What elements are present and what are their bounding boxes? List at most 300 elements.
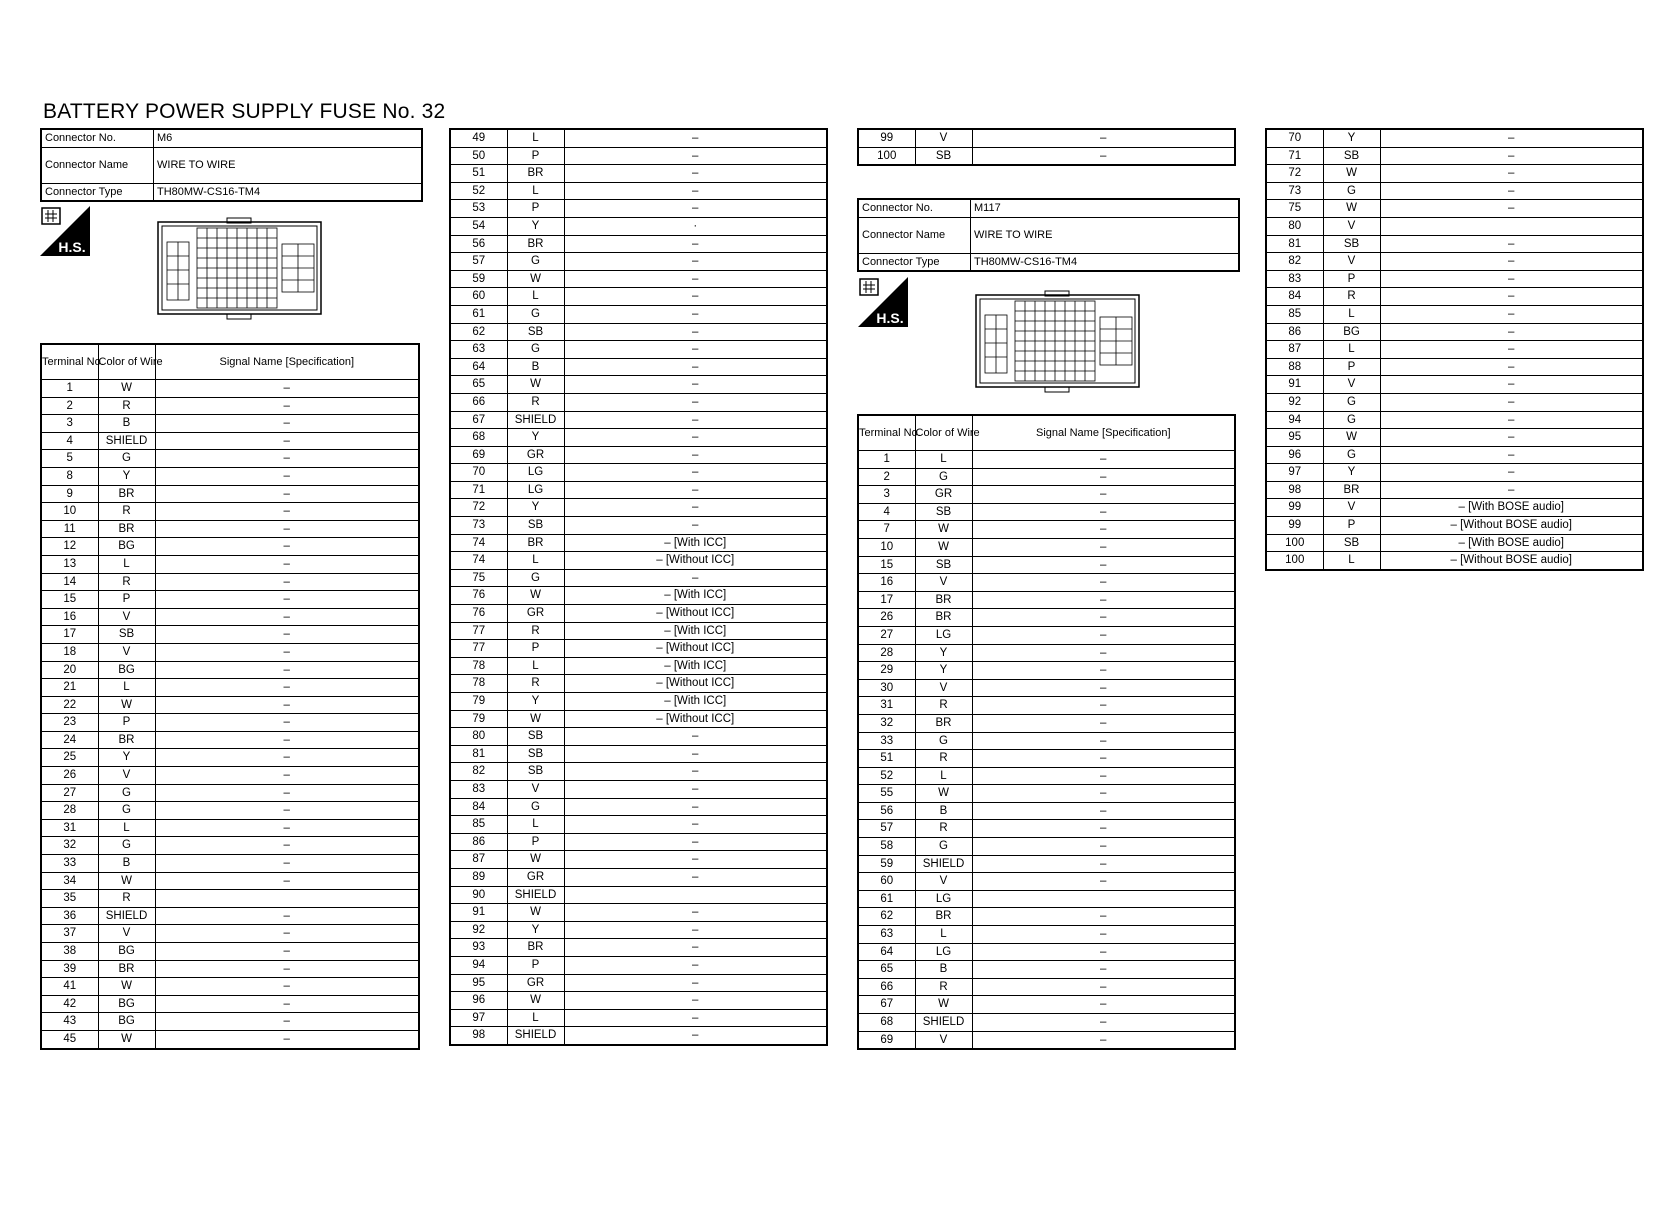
connector-type-value: TH80MW-CS16-TM4	[154, 183, 423, 201]
signal-name-cell: –	[155, 943, 419, 961]
signal-name-cell: –	[972, 961, 1235, 979]
terminal-no-cell: 77	[450, 622, 507, 640]
wire-color-cell: Y	[507, 921, 564, 939]
signal-name-cell: –	[972, 644, 1235, 662]
wire-color-cell: R	[507, 393, 564, 411]
signal-name-cell: –	[155, 714, 419, 732]
wire-color-cell: Y	[98, 749, 155, 767]
wire-color-cell: G	[98, 837, 155, 855]
terminal-no-cell: 2	[41, 397, 98, 415]
wire-color-cell: L	[507, 816, 564, 834]
wire-color-cell: G	[98, 784, 155, 802]
wire-color-cell: P	[507, 147, 564, 165]
wire-color-cell: V	[915, 129, 972, 147]
connector-name-value: WIRE TO WIRE	[971, 217, 1240, 253]
table-row	[450, 798, 827, 816]
signal-name-cell: –	[155, 731, 419, 749]
table-row	[41, 784, 419, 802]
terminal-no-cell: 67	[858, 996, 915, 1014]
signal-name-cell: –	[972, 697, 1235, 715]
signal-name-cell: –	[155, 819, 419, 837]
terminal-no-cell: 72	[450, 499, 507, 517]
terminal-table-m117-part2	[1265, 128, 1644, 571]
signal-name-cell: –	[1380, 481, 1643, 499]
terminal-no-cell: 31	[858, 697, 915, 715]
terminal-no-cell: 27	[858, 626, 915, 644]
terminal-no-cell: 97	[1266, 464, 1323, 482]
signal-name-cell: –	[564, 129, 827, 147]
terminal-no-cell: 92	[1266, 393, 1323, 411]
signal-name-cell: –	[564, 165, 827, 183]
table-row	[41, 591, 419, 609]
signal-name-cell: –	[972, 147, 1235, 165]
signal-name-cell: –	[564, 182, 827, 200]
table-row	[41, 555, 419, 573]
wire-color-cell: L	[915, 767, 972, 785]
wire-color-cell: P	[98, 714, 155, 732]
signal-name-cell: –	[972, 820, 1235, 838]
table-row	[450, 710, 827, 728]
wire-color-cell: BG	[98, 943, 155, 961]
wire-color-cell: R	[507, 622, 564, 640]
signal-name-cell: –	[972, 574, 1235, 592]
wire-color-cell: SB	[915, 147, 972, 165]
signal-name-cell: –	[972, 486, 1235, 504]
signal-name-cell: – [With ICC]	[564, 534, 827, 552]
signal-name-cell: –	[564, 253, 827, 271]
table-row	[1266, 393, 1643, 411]
wire-color-cell: BR	[98, 960, 155, 978]
table-row	[858, 591, 1235, 609]
table-row	[450, 640, 827, 658]
table-row	[41, 626, 419, 644]
wire-color-cell: BG	[1323, 323, 1380, 341]
table-row	[450, 763, 827, 781]
table-row	[41, 749, 419, 767]
terminal-no-cell: 24	[41, 731, 98, 749]
table-row	[858, 943, 1235, 961]
page-title: BATTERY POWER SUPPLY FUSE No. 32	[43, 100, 446, 123]
terminal-no-cell: 58	[858, 838, 915, 856]
wire-color-cell: W	[1323, 165, 1380, 183]
terminal-no-cell: 100	[858, 147, 915, 165]
terminal-no-cell: 82	[1266, 253, 1323, 271]
table-row	[450, 816, 827, 834]
signal-name-cell: –	[155, 767, 419, 785]
signal-name-cell: –	[155, 503, 419, 521]
table-row	[450, 657, 827, 675]
table-row	[1266, 235, 1643, 253]
terminal-no-cell: 51	[858, 750, 915, 768]
terminal-no-cell: 3	[858, 486, 915, 504]
table-row	[1266, 182, 1643, 200]
table-row	[450, 886, 827, 904]
wire-color-cell: G	[1323, 411, 1380, 429]
signal-name-cell: –	[972, 802, 1235, 820]
wire-color-cell: L	[98, 819, 155, 837]
signal-name-cell: –	[972, 873, 1235, 891]
table-row	[1266, 217, 1643, 235]
wire-color-cell: BR	[915, 591, 972, 609]
table-row	[450, 517, 827, 535]
table-row	[450, 464, 827, 482]
table-row	[450, 693, 827, 711]
terminal-no-cell: 68	[450, 429, 507, 447]
terminal-no-cell: 74	[450, 534, 507, 552]
signal-name-cell: –	[564, 904, 827, 922]
terminal-no-cell: 55	[858, 785, 915, 803]
terminal-no-cell: 71	[450, 481, 507, 499]
wire-color-cell: V	[98, 925, 155, 943]
wire-color-cell: P	[1323, 517, 1380, 535]
wire-color-cell: BR	[507, 235, 564, 253]
wire-color-cell: L	[507, 657, 564, 675]
table-row	[1266, 358, 1643, 376]
table-row	[41, 397, 419, 415]
wire-color-cell: GR	[507, 605, 564, 623]
terminal-no-cell: 80	[1266, 217, 1323, 235]
signal-name-cell: –	[1380, 446, 1643, 464]
signal-name-cell: –	[972, 626, 1235, 644]
connector-no-label: Connector No.	[858, 199, 971, 217]
wire-color-cell: W	[98, 1030, 155, 1048]
wire-color-cell: P	[507, 640, 564, 658]
wire-color-cell: W	[507, 587, 564, 605]
wire-color-cell: BR	[915, 714, 972, 732]
wire-color-cell: R	[915, 750, 972, 768]
connector-name-label: Connector Name	[41, 147, 154, 183]
wire-color-cell: B	[98, 415, 155, 433]
table-row	[858, 873, 1235, 891]
signal-name-cell: – [Without ICC]	[564, 552, 827, 570]
table-row	[41, 731, 419, 749]
signal-name-cell: –	[155, 467, 419, 485]
table-row	[858, 838, 1235, 856]
table-row	[1266, 253, 1643, 271]
signal-name-cell: –	[564, 939, 827, 957]
terminal-no-cell: 75	[1266, 200, 1323, 218]
signal-name-cell: –	[155, 450, 419, 468]
signal-name-cell: –	[564, 921, 827, 939]
terminal-no-cell: 96	[450, 992, 507, 1010]
terminal-no-cell: 70	[1266, 129, 1323, 147]
terminal-no-cell: 5	[41, 450, 98, 468]
wire-color-cell: BR	[507, 165, 564, 183]
terminal-no-cell: 79	[450, 693, 507, 711]
wire-color-cell: L	[98, 555, 155, 573]
table-row	[1266, 270, 1643, 288]
wire-color-cell: B	[507, 358, 564, 376]
terminal-no-cell: 76	[450, 587, 507, 605]
wire-color-cell: SB	[507, 728, 564, 746]
wire-color-cell: V	[915, 1031, 972, 1049]
wire-color-cell: L	[1323, 552, 1380, 570]
table-row	[450, 622, 827, 640]
wire-color-cell: V	[507, 780, 564, 798]
signal-name-cell: –	[564, 270, 827, 288]
signal-name-cell: –	[972, 838, 1235, 856]
wire-color-cell: LG	[915, 626, 972, 644]
wire-color-cell: LG	[507, 481, 564, 499]
signal-name-cell: –	[155, 643, 419, 661]
terminal-no-cell: 16	[41, 608, 98, 626]
terminal-no-cell: 10	[41, 503, 98, 521]
table-row	[41, 538, 419, 556]
terminal-no-cell: 45	[41, 1030, 98, 1048]
signal-name-cell: –	[564, 235, 827, 253]
signal-name-cell: –	[564, 780, 827, 798]
signal-name-cell: –	[155, 872, 419, 890]
table-row	[41, 767, 419, 785]
wire-color-cell: BR	[98, 485, 155, 503]
table-row	[1266, 517, 1643, 535]
wire-color-cell: G	[1323, 393, 1380, 411]
wire-color-cell: SB	[507, 323, 564, 341]
wire-color-cell: SHIELD	[507, 1027, 564, 1045]
terminal-no-cell: 29	[858, 662, 915, 680]
wire-color-cell: R	[1323, 288, 1380, 306]
table-row	[450, 429, 827, 447]
terminal-no-cell: 3	[41, 415, 98, 433]
signal-name-cell: –	[155, 380, 419, 398]
terminal-no-cell: 51	[450, 165, 507, 183]
signal-name-cell: – [With BOSE audio]	[1380, 499, 1643, 517]
wire-color-cell: SHIELD	[98, 907, 155, 925]
connector-m117-info	[857, 198, 1240, 272]
table-row	[450, 833, 827, 851]
wire-color-cell: G	[1323, 182, 1380, 200]
terminal-no-cell: 67	[450, 411, 507, 429]
terminal-no-cell: 61	[450, 305, 507, 323]
terminal-no-cell: 100	[1266, 534, 1323, 552]
signal-name-cell: –	[564, 956, 827, 974]
signal-name-cell: –	[155, 978, 419, 996]
signal-name-cell: –	[155, 837, 419, 855]
terminal-no-cell: 57	[450, 253, 507, 271]
signal-name-cell: –	[1380, 288, 1643, 306]
terminal-no-cell: 98	[1266, 481, 1323, 499]
wire-color-cell: L	[507, 1009, 564, 1027]
terminal-no-cell: 83	[1266, 270, 1323, 288]
signal-name-cell: –	[155, 907, 419, 925]
wire-color-cell: G	[507, 253, 564, 271]
terminal-no-cell: 87	[450, 851, 507, 869]
signal-name-cell: –	[564, 833, 827, 851]
wire-color-cell: W	[507, 851, 564, 869]
terminal-table-m6-part1	[40, 343, 420, 1050]
signal-name-cell: –	[972, 996, 1235, 1014]
table-row	[41, 503, 419, 521]
terminal-no-cell: 62	[858, 908, 915, 926]
signal-name-cell: –	[155, 520, 419, 538]
wire-color-cell: G	[507, 305, 564, 323]
table-row	[450, 305, 827, 323]
terminal-no-cell: 65	[858, 961, 915, 979]
terminal-no-cell: 23	[41, 714, 98, 732]
wire-color-cell: R	[915, 697, 972, 715]
wire-color-cell: L	[1323, 341, 1380, 359]
terminal-no-cell: 99	[1266, 499, 1323, 517]
wire-color-cell: SB	[507, 763, 564, 781]
wire-color-cell: L	[915, 451, 972, 469]
wire-color-cell: LG	[507, 464, 564, 482]
terminal-no-cell: 43	[41, 1013, 98, 1031]
signal-name-cell: –	[564, 341, 827, 359]
terminal-no-cell: 32	[858, 714, 915, 732]
signal-name-cell: –	[1380, 270, 1643, 288]
table-row	[858, 890, 1235, 908]
table-row	[450, 411, 827, 429]
table-row	[858, 662, 1235, 680]
terminal-no-cell: 99	[1266, 517, 1323, 535]
terminal-table-m117-part1	[857, 414, 1236, 1050]
wire-color-cell: GR	[507, 446, 564, 464]
terminal-no-cell: 83	[450, 780, 507, 798]
connector-no-label: Connector No.	[41, 129, 154, 147]
signal-name-cell: –	[564, 147, 827, 165]
wire-color-cell: G	[1323, 446, 1380, 464]
terminal-no-cell: 98	[450, 1027, 507, 1045]
signal-name-cell: ·	[564, 217, 827, 235]
table-row	[41, 1013, 419, 1031]
wire-color-cell: L	[1323, 305, 1380, 323]
terminal-no-cell: 53	[450, 200, 507, 218]
signal-name-cell: – [With ICC]	[564, 622, 827, 640]
wire-color-cell: B	[915, 802, 972, 820]
wire-color-cell: V	[98, 767, 155, 785]
terminal-no-cell: 20	[41, 661, 98, 679]
table-row	[858, 147, 1235, 165]
wire-color-cell: P	[1323, 270, 1380, 288]
signal-name-cell: – [With ICC]	[564, 693, 827, 711]
signal-name-cell: –	[972, 556, 1235, 574]
table-row	[41, 855, 419, 873]
signal-name-cell: –	[1380, 358, 1643, 376]
table-row	[450, 341, 827, 359]
terminal-no-cell: 17	[41, 626, 98, 644]
table-row	[41, 802, 419, 820]
signal-name-cell: –	[1380, 200, 1643, 218]
wire-color-cell: G	[507, 798, 564, 816]
signal-name-cell	[1380, 217, 1643, 235]
signal-name-cell: –	[564, 429, 827, 447]
table-row	[41, 890, 419, 908]
signal-name-cell: –	[155, 855, 419, 873]
terminal-no-cell: 63	[450, 341, 507, 359]
wire-color-cell: BG	[98, 538, 155, 556]
harness-side-icon	[40, 206, 90, 256]
signal-name-cell: –	[972, 129, 1235, 147]
table-row	[41, 661, 419, 679]
terminal-no-cell: 61	[858, 890, 915, 908]
signal-name-cell: –	[1380, 341, 1643, 359]
signal-name-cell: –	[564, 1009, 827, 1027]
terminal-no-cell: 95	[1266, 429, 1323, 447]
signal-name-cell: –	[155, 679, 419, 697]
table-row	[858, 468, 1235, 486]
terminal-no-cell: 66	[450, 393, 507, 411]
wire-color-cell: Y	[507, 499, 564, 517]
wire-color-cell: P	[98, 591, 155, 609]
terminal-no-cell: 82	[450, 763, 507, 781]
wire-color-cell: G	[98, 802, 155, 820]
wire-color-cell: Y	[1323, 464, 1380, 482]
terminal-no-cell: 42	[41, 995, 98, 1013]
signal-name-cell: –	[972, 591, 1235, 609]
wire-color-cell: G	[98, 450, 155, 468]
wire-color-cell: W	[507, 904, 564, 922]
header-color: Color of Wire	[98, 344, 155, 380]
table-row	[858, 926, 1235, 944]
table-row	[858, 1031, 1235, 1049]
table-row	[41, 450, 419, 468]
table-row	[41, 643, 419, 661]
signal-name-cell: –	[564, 446, 827, 464]
table-row	[858, 697, 1235, 715]
table-row	[41, 714, 419, 732]
wire-color-cell: P	[1323, 358, 1380, 376]
terminal-no-cell: 72	[1266, 165, 1323, 183]
terminal-no-cell: 30	[858, 679, 915, 697]
terminal-no-cell: 57	[858, 820, 915, 838]
wire-color-cell: G	[915, 732, 972, 750]
table-row	[41, 819, 419, 837]
wire-color-cell: Y	[507, 693, 564, 711]
wire-color-cell: W	[915, 996, 972, 1014]
wire-color-cell: V	[98, 643, 155, 661]
wire-color-cell: W	[507, 270, 564, 288]
signal-name-cell: – [With BOSE audio]	[1380, 534, 1643, 552]
terminal-no-cell: 50	[450, 147, 507, 165]
table-row	[858, 679, 1235, 697]
signal-name-cell: –	[564, 411, 827, 429]
table-row	[858, 820, 1235, 838]
table-row	[1266, 552, 1643, 570]
signal-name-cell: –	[155, 608, 419, 626]
terminal-no-cell: 35	[41, 890, 98, 908]
signal-name-cell: –	[1380, 305, 1643, 323]
table-row	[1266, 376, 1643, 394]
signal-name-cell: –	[564, 499, 827, 517]
wire-color-cell: W	[915, 785, 972, 803]
table-row	[858, 538, 1235, 556]
signal-name-cell: –	[155, 696, 419, 714]
wire-color-cell: B	[98, 855, 155, 873]
wire-color-cell: V	[1323, 376, 1380, 394]
wire-color-cell: V	[1323, 499, 1380, 517]
wire-color-cell: L	[507, 129, 564, 147]
signal-name-cell	[155, 890, 419, 908]
table-row	[450, 728, 827, 746]
terminal-no-cell: 22	[41, 696, 98, 714]
table-row	[41, 415, 419, 433]
table-row	[450, 956, 827, 974]
signal-name-cell: –	[1380, 182, 1643, 200]
connector-no-value: M6	[154, 129, 423, 147]
table-row	[450, 587, 827, 605]
terminal-no-cell: 17	[858, 591, 915, 609]
terminal-no-cell: 78	[450, 675, 507, 693]
table-row	[450, 446, 827, 464]
terminal-no-cell: 89	[450, 868, 507, 886]
terminal-no-cell: 62	[450, 323, 507, 341]
signal-name-cell: –	[972, 908, 1235, 926]
table-row	[1266, 323, 1643, 341]
signal-name-cell: –	[972, 662, 1235, 680]
wire-color-cell: W	[98, 872, 155, 890]
wire-color-cell: L	[507, 288, 564, 306]
signal-name-cell: –	[564, 1027, 827, 1045]
